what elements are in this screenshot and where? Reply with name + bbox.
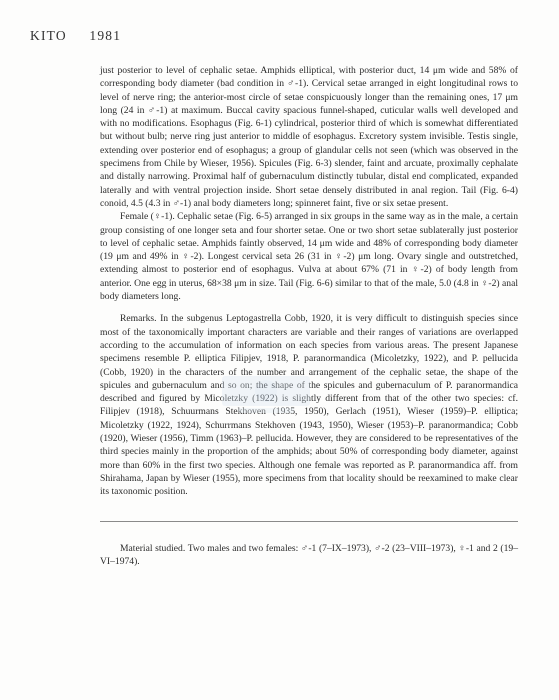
body-text: [100, 64, 518, 568]
header-author: KITO: [30, 28, 67, 43]
section-divider: [100, 521, 518, 522]
running-header: [30, 28, 121, 44]
paragraph-material-studied: Material studied. Two males and two females: ♂-1 (7–IX–1973), ♂-2 (23–VIII–1973), ♀-1 and 2 (19–VI–1974).: [100, 542, 518, 567]
header-year: 1981: [89, 28, 122, 43]
paragraph-remarks: Remarks. In the subgenus Leptogastrella Cobb, 1920, it is very difficult to distinguish species since most of the taxonomically important characters are variable and their ranges of variations are overlapped according to the accumulation of information on each species from various areas. The present Japanese specimens resemble P. elliptica Filipjev, 1918, P. paranormandica (Micoletzky, 1922), and P. pellucida (Cobb, 1920) in the characters of the number and arrangement of the cephalic setae, the shape of the spicules and gubernaculum and so on; the shape of the spicules and gubernaculum of P. paranormandica described and figured by Micoletzky (1922) is slightly different from that of the other two species: cf. Filipjev (1918), Schuurmans Stekhoven (1935, 1950), Gerlach (1951), Wieser (1959)–P. elliptica; Micoletzky (1922, 1924), Schurrmans Stekhoven (1943, 1950), Wieser (1953)–P. paranormandica; Cobb (1920), Wieser (1956), Timm (1963)–P. pellucida. However, they are considered to be representatives of the third species mainly in the proportion of the amphids; about 50% of corresponding body diameter, against more than 60% in the first two species. Although one female was reported as P. paranormandica aff. from Shirahama, Japan by Wieser (1955), more specimens from that locality should be reexamined to make clear its taxonomic position.: [100, 313, 518, 498]
paragraph-female-description: Female (♀-1). Cephalic setae (Fig. 6-5) arranged in six groups in the same way as in the male, a certain group consisting of one longer seta and four shorter setae. One or two short setae sublaterally just posterior to level of cephalic setae. Amphids faintly observed, 14 μm wide and 48% of corresponding body diameter (19 μm and 49% in ♀-2). Longest cervical seta 26 (31 in ♀-2) μm long. Ovary single and outstretched, extending almost to posterior end of esophagus. Vulva at about 67% (71 in ♀-2) of body length from anterior. One egg in uterus, 68×38 μm in size. Tail (Fig. 6-6) similar to that of the male, 5.0 (4.8 in ♀-2) anal body diameters long.: [100, 211, 518, 303]
paragraph-male-description: just posterior to level of cephalic setae. Amphids elliptical, with posterior duct, 14 μm wide and 58% of corresponding body diameter (bad condition in ♂-1). Cervical setae arranged in eight longitudinal rows to level of nerve ring; the anterior-most circle of setae conspicuously longer than the remaining ones, 17 μm long (24 in ♂-1) at maximum. Buccal cavity spacious funnel-shaped, cuticular walls well developed and with no modifications. Esophagus (Fig. 6-1) cylindrical, posterior third of which is somewhat differentiated but without bulb; nerve ring just anterior to middle of esophagus. Excretory system invisible. Testis single, extending over posterior end of esophagus; a group of glandular cells not seen (which was observed in the specimens from Chile by Wieser, 1956). Spicules (Fig. 6-3) slender, faint and arcuate, proximally cephalate and distally narrowing. Proximal half of gubernaculum distinctly tubular, distal end complicated, expanded laterally and with ventral projection inside. Short setae densely distributed in anal region. Tail (Fig. 6-4) conoid, 4.5 (4.3 in ♂-1) anal body diameters long; spinneret faint, five or six setae present.: [100, 65, 518, 209]
